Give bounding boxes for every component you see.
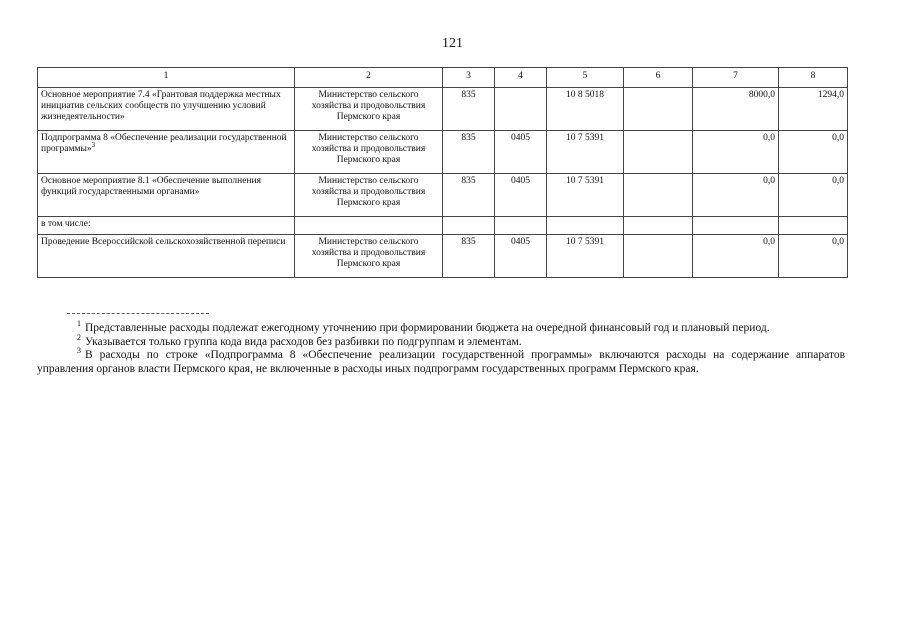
row-value-8: 0,0 — [779, 235, 848, 278]
footnote-ref: 3 — [91, 140, 96, 149]
row-code-3 — [443, 217, 495, 235]
row-ministry: Министерство сельского хозяйства и продовольствия Пермского края — [295, 131, 443, 174]
row-name: Проведение Всероссийской сельскохозяйственной переписи — [38, 235, 295, 278]
row-name: Подпрограмма 8 «Обеспечение реализации государственной программы» — [41, 133, 287, 154]
table-row — [38, 174, 848, 217]
row-code-4: 0405 — [495, 174, 547, 217]
footnote-text: Представленные расходы подлежат ежегодному уточнению при формировании бюджета на очередной финансовый год и плановый период. — [85, 322, 770, 334]
row-value-7: 0,0 — [693, 235, 779, 278]
row-code-5: 10 7 5391 — [547, 131, 624, 174]
row-code-4: 0405 — [495, 235, 547, 278]
row-code-3: 835 — [443, 88, 495, 131]
footnote-mark: 2 — [77, 332, 81, 342]
table-header-row — [38, 68, 848, 88]
footnotes — [37, 319, 845, 376]
table-row — [38, 217, 848, 235]
row-value-7: 0,0 — [693, 174, 779, 217]
row-code-5: 10 8 5018 — [547, 88, 624, 131]
row-ministry — [295, 217, 443, 235]
column-header: 7 — [693, 68, 779, 88]
column-header: 6 — [624, 68, 693, 88]
footnote-mark: 3 — [77, 346, 81, 356]
footnote-mark: 1 — [77, 319, 81, 329]
row-code-3: 835 — [443, 174, 495, 217]
footnote — [37, 319, 845, 336]
page-number: 121 — [442, 36, 463, 51]
row-code-6 — [624, 174, 693, 217]
row-ministry: Министерство сельского хозяйства и продовольствия Пермского края — [295, 235, 443, 278]
row-name: в том числе: — [38, 217, 295, 235]
row-code-6 — [624, 131, 693, 174]
column-header: 4 — [495, 68, 547, 88]
column-header: 3 — [443, 68, 495, 88]
row-name: Основное мероприятие 8.1 «Обеспечение выполнения функций государственными органами» — [38, 174, 295, 217]
row-value-7: 8000,0 — [693, 88, 779, 131]
row-ministry: Министерство сельского хозяйства и продовольствия Пермского края — [295, 88, 443, 131]
row-code-4: 0405 — [495, 131, 547, 174]
column-header: 1 — [38, 68, 295, 88]
row-code-6 — [624, 217, 693, 235]
row-value-7: 0,0 — [693, 131, 779, 174]
row-value-8: 1294,0 — [779, 88, 848, 131]
row-code-3: 835 — [443, 235, 495, 278]
budget-table — [37, 67, 848, 278]
row-value-7 — [693, 217, 779, 235]
row-value-8: 0,0 — [779, 174, 848, 217]
row-name: Основное мероприятие 7.4 «Грантовая поддержка местных инициатив сельских сообществ по улучшению условий жизнедеятельности» — [38, 88, 295, 131]
row-code-5: 10 7 5391 — [547, 174, 624, 217]
table-row — [38, 88, 848, 131]
table-row — [38, 235, 848, 278]
row-ministry: Министерство сельского хозяйства и продовольствия Пермского края — [295, 174, 443, 217]
footnote — [37, 332, 845, 350]
column-header: 8 — [779, 68, 848, 88]
row-code-5 — [547, 217, 624, 235]
footnote-text: В расходы по строке «Подпрограмма 8 «Обеспечение реализации государственной программы» включаются расходы на содержание аппаратов управления органов власти Пермского края, не включенные в расходы иных подпрограмм государственных программ Пермского края. — [37, 349, 845, 375]
footnote-text: Указывается только группа кода вида расходов без разбивки по подгруппам и элементам. — [85, 335, 522, 348]
row-value-8 — [779, 217, 848, 235]
footnote-separator — [67, 313, 209, 314]
footnote — [37, 346, 845, 376]
table-row — [38, 131, 848, 174]
row-code-6 — [624, 235, 693, 278]
row-code-5: 10 7 5391 — [547, 235, 624, 278]
row-name-cell — [38, 131, 295, 174]
row-value-8: 0,0 — [779, 131, 848, 174]
column-header: 5 — [547, 68, 624, 88]
row-code-4 — [495, 88, 547, 131]
row-code-4 — [495, 217, 547, 235]
column-header: 2 — [295, 68, 443, 88]
row-code-6 — [624, 88, 693, 131]
row-code-3: 835 — [443, 131, 495, 174]
